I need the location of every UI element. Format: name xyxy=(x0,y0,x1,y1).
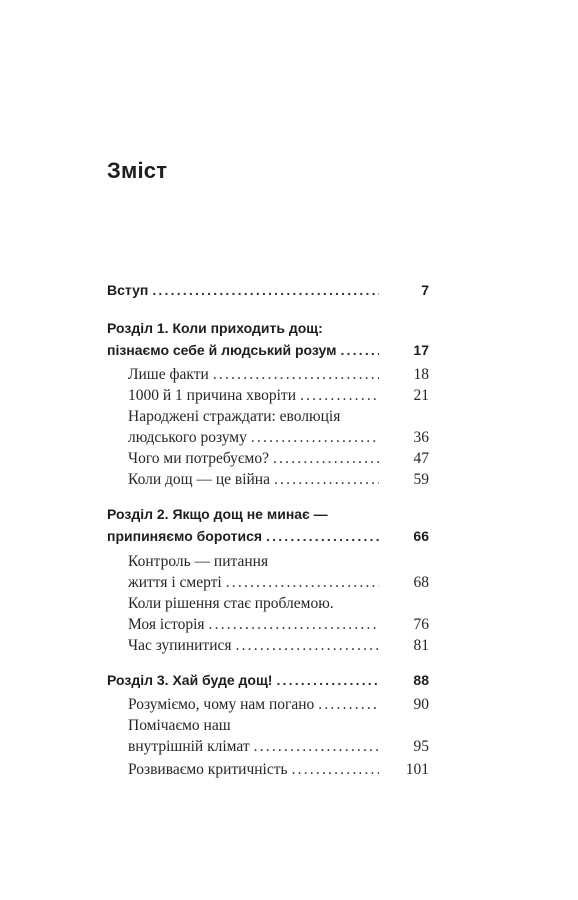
toc-entry-section[interactable] xyxy=(107,386,429,406)
dot-leader xyxy=(251,428,379,448)
toc-entry-page: 90 xyxy=(413,696,429,713)
dot-leader xyxy=(273,449,379,469)
dot-leader xyxy=(236,636,379,656)
toc-entry-page: 7 xyxy=(421,282,429,298)
dot-leader xyxy=(276,670,379,690)
toc-entry-title: 1000 й 1 причина хворіти xyxy=(128,387,296,404)
toc-entry-chapter-2-title: Розділ 2. Якщо дощ не минає — xyxy=(107,506,328,522)
toc-entry-page: 59 xyxy=(413,471,429,488)
dot-leader xyxy=(209,615,379,635)
toc-entry-page: 21 xyxy=(413,387,429,404)
toc-entry-section[interactable] xyxy=(107,428,429,448)
dot-leader xyxy=(318,695,379,715)
toc-entry-section[interactable] xyxy=(107,760,429,780)
toc-entry-section-title: Народжені страждати: еволюція xyxy=(128,408,341,425)
dot-leader xyxy=(152,280,379,300)
toc-entry-page: 95 xyxy=(413,738,429,755)
toc-entry-page: 101 xyxy=(405,761,429,778)
toc-entry-section[interactable] xyxy=(107,636,429,656)
toc-entry-title: Розуміємо, чому нам погано xyxy=(128,696,315,713)
toc-entry-page: 76 xyxy=(413,616,429,633)
toc-entry-section-title: Коли рішення стає проблемою. xyxy=(128,595,334,612)
toc-entry-chapter-1[interactable] xyxy=(107,340,429,360)
toc-entry-section[interactable] xyxy=(107,449,429,469)
toc-entry-title: життя і смерті xyxy=(128,574,222,591)
toc-entry-section[interactable] xyxy=(107,615,429,635)
toc-entry-title: Розділ 3. Хай буде дощ! xyxy=(107,672,273,688)
toc-entry-section[interactable] xyxy=(107,695,429,715)
toc-entry-section[interactable] xyxy=(107,365,429,385)
toc-entry-chapter-2[interactable] xyxy=(107,526,429,546)
dot-leader xyxy=(266,526,379,546)
toc-entry-title: Лише факти xyxy=(128,366,209,383)
toc-entry-title: людського розуму xyxy=(128,429,247,446)
toc-entry-page: 36 xyxy=(413,429,429,446)
dot-leader xyxy=(340,340,379,360)
toc-entry-page: 68 xyxy=(413,574,429,591)
toc-entry-title: Моя історія xyxy=(128,616,205,633)
dot-leader xyxy=(300,386,379,406)
toc-entry-title: Час зупинитися xyxy=(128,637,232,654)
page-title: Зміст xyxy=(107,158,168,183)
toc-entry-page: 88 xyxy=(413,672,429,688)
toc-entry-title: внутрішній клімат xyxy=(128,738,250,755)
toc-entry-page: 66 xyxy=(413,528,429,544)
dot-leader xyxy=(274,470,379,490)
toc-entry-title: Розвиваємо критичність xyxy=(128,761,288,778)
dot-leader xyxy=(213,365,379,385)
toc-entry-page: 47 xyxy=(413,450,429,467)
toc-entry-section-title: Контроль — питання xyxy=(128,553,269,570)
toc-entry-chapter-3[interactable] xyxy=(107,670,429,690)
toc-entry-title: припиняємо боротися xyxy=(107,528,263,544)
toc-entry-title: Чого ми потребуємо? xyxy=(128,450,269,467)
toc-entry-page: 17 xyxy=(413,342,429,358)
dot-leader xyxy=(292,760,379,780)
toc-entry-title: пізнаємо себе й людський розум xyxy=(107,342,337,358)
toc-entry-title: Коли дощ — це війна xyxy=(128,471,270,488)
toc-entry-title: Вступ xyxy=(107,282,149,298)
dot-leader xyxy=(226,573,379,593)
toc-entry-page: 81 xyxy=(413,637,429,654)
toc-entry-section[interactable] xyxy=(107,573,429,593)
dot-leader xyxy=(254,737,379,757)
toc-entry-section-title: Помічаємо наш xyxy=(128,717,231,734)
toc-entry-page: 18 xyxy=(413,366,429,383)
toc-entry-section[interactable] xyxy=(107,470,429,490)
toc-entry-chapter-1-title: Розділ 1. Коли приходить дощ: xyxy=(107,320,323,336)
toc-entry-section[interactable] xyxy=(107,737,429,757)
toc-entry-intro[interactable] xyxy=(107,280,429,300)
